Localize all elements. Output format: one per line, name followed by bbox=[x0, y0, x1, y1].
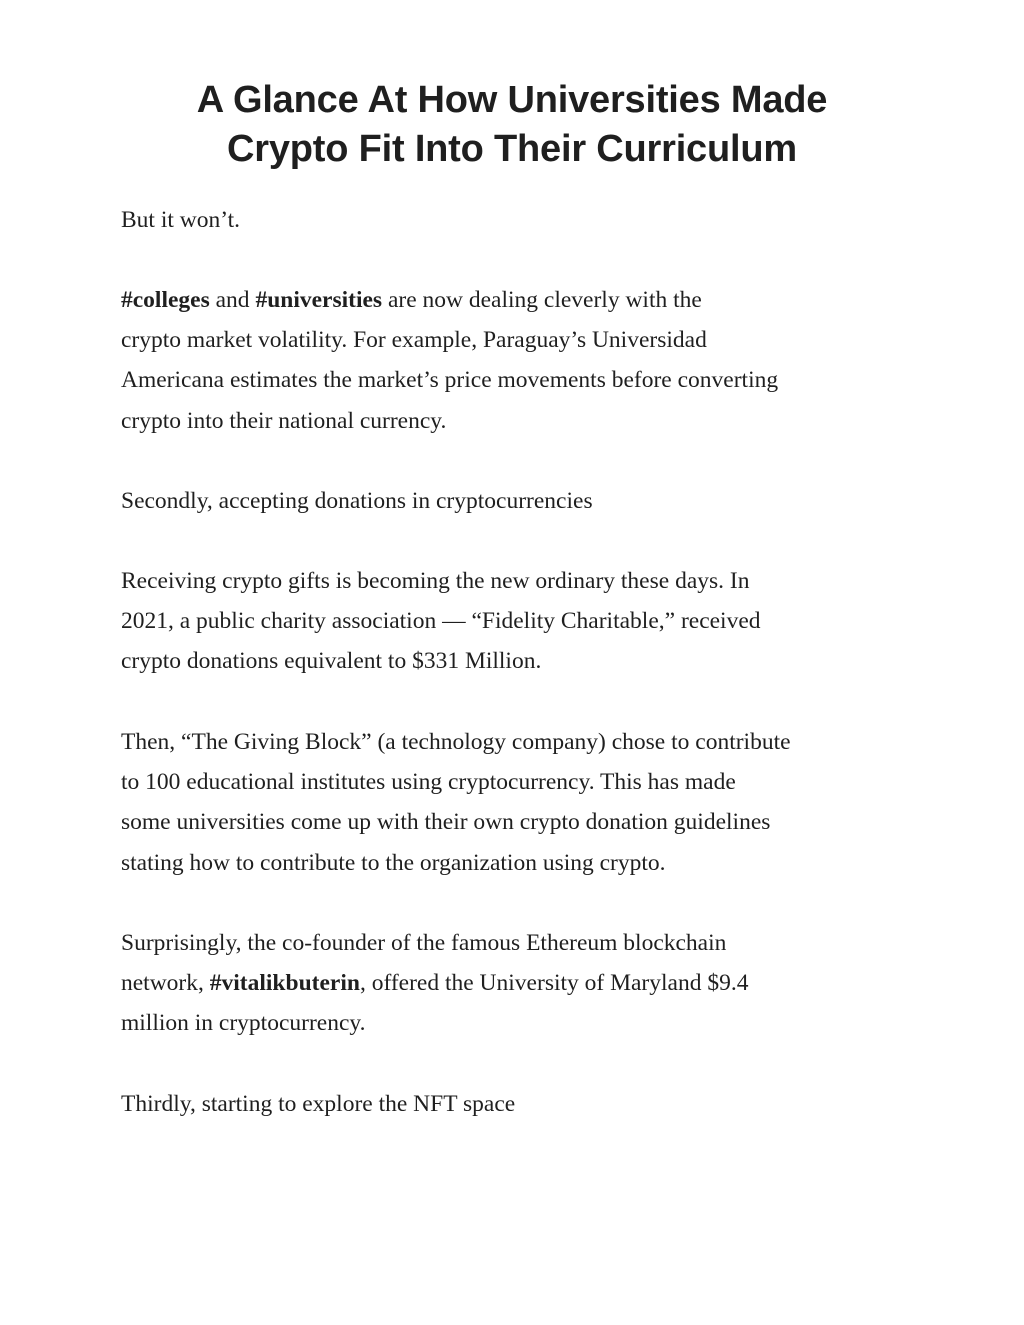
paragraph-line: some universities come up with their own crypto donation guidelines bbox=[121, 809, 771, 836]
paragraph-vitalik bbox=[121, 923, 921, 1044]
paragraph-line: Receiving crypto gifts is becoming the new ordinary these days. In bbox=[121, 568, 750, 594]
paragraph-line: crypto donations equivalent to $331 Million. bbox=[121, 648, 542, 675]
paragraph-line: stating how to contribute to the organization using crypto. bbox=[121, 849, 666, 876]
hashtag-colleges[interactable]: #colleges bbox=[121, 287, 210, 313]
paragraph-giving-block bbox=[121, 722, 921, 883]
hashtag-universities[interactable]: #universities bbox=[255, 287, 383, 313]
page-title bbox=[100, 76, 924, 174]
paragraph-line: Thirdly, starting to explore the NFT space bbox=[121, 1091, 516, 1117]
paragraph-line: Secondly, accepting donations in cryptocurrencies bbox=[121, 488, 593, 514]
paragraph-line: crypto into their national currency. bbox=[121, 407, 447, 434]
paragraph-line: 2021, a public charity association — “Fidelity Charitable,” received bbox=[121, 608, 761, 635]
paragraph-line: Americana estimates the market’s price movements before converting bbox=[121, 367, 779, 394]
paragraph-line: crypto market volatility. For example, Paraguay’s Universidad bbox=[121, 327, 707, 354]
paragraph-thirdly bbox=[121, 1084, 921, 1124]
text-fragment: are now dealing cleverly with the bbox=[382, 287, 702, 313]
text-fragment: network, bbox=[121, 970, 210, 997]
paragraph-line: But it won’t. bbox=[121, 207, 241, 233]
paragraph-crypto-gifts bbox=[121, 561, 921, 682]
paragraph-secondly bbox=[121, 481, 921, 521]
paragraph-line bbox=[121, 280, 921, 320]
paragraph-line: Surprisingly, the co-founder of the famous Ethereum blockchain bbox=[121, 930, 727, 956]
title-line-2: Crypto Fit Into Their Curriculum bbox=[227, 128, 797, 170]
paragraph-intro bbox=[121, 200, 921, 240]
paragraph-line bbox=[121, 963, 921, 1003]
paragraph-line: million in cryptocurrency. bbox=[121, 1010, 366, 1037]
text-fragment: and bbox=[209, 287, 256, 313]
text-fragment: , offered the University of Maryland $9.4 bbox=[359, 970, 749, 997]
hashtag-vitalikbuterin[interactable]: #vitalikbuterin bbox=[209, 970, 360, 997]
title-line-1: A Glance At How Universities Made bbox=[196, 79, 828, 121]
paragraph-line: Then, “The Giving Block” (a technology company) chose to contribute bbox=[121, 729, 791, 755]
paragraph-colleges bbox=[121, 280, 921, 441]
paragraph-line: to 100 educational institutes using cryptocurrency. This has made bbox=[121, 769, 736, 796]
